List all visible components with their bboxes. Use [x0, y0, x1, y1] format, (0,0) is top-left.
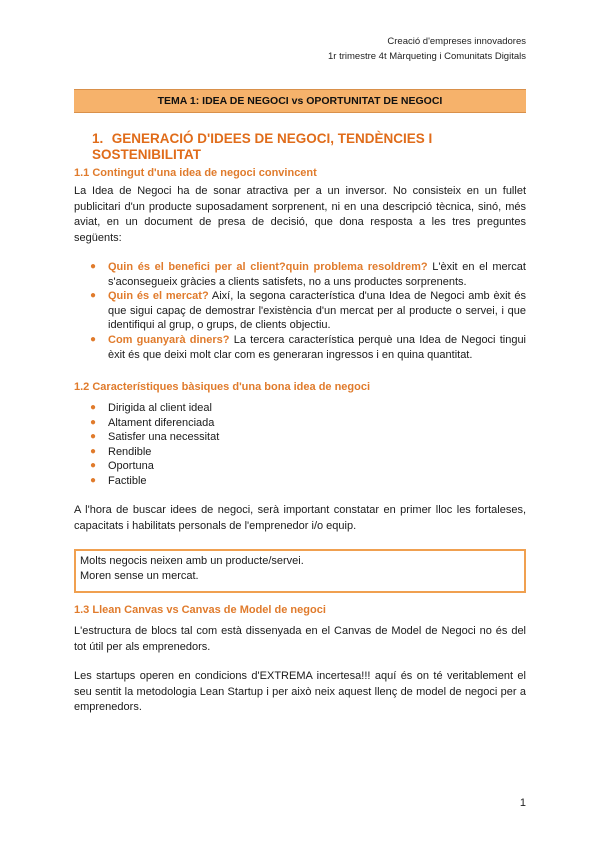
bullet-dot-icon: ●: [90, 333, 97, 345]
page-header: [328, 34, 526, 64]
characteristics-list: [90, 401, 526, 489]
subsection-1-2-title: 1.2 Característiques bàsiques d'una bona idea de negoci: [74, 381, 371, 393]
answer-text: Així, la segona característica d'una Idea de Negoci amb èxit és que sigui capaç de demostrar l'existència d'un mercat per al producte o servei, i que identifiqui al grup, o grups, de clients objectiu.: [108, 290, 526, 332]
bullet-dot-icon: ●: [90, 431, 97, 443]
list-item: [90, 430, 526, 445]
bullet-dot-icon: ●: [90, 261, 97, 272]
section-1-title: GENERACIÓ D'IDEES DE NEGOCI, TENDÈNCIES I SOSTENIBILITAT: [92, 131, 433, 162]
page-number: 1: [519, 797, 526, 809]
answer-text: La tercera característica perquè una Idea de Negoci tingui èxit és que deixi molt clar com es generaran ingressos i en quina quantitat.: [108, 333, 527, 361]
list-item: [90, 333, 526, 362]
characteristic-text: Oportuna: [108, 460, 154, 473]
subsection-1-3-title: 1.3 Llean Canvas vs Canvas de Model de negoci: [74, 604, 326, 616]
subsection-1-2-paragraph: A l'hora de buscar idees de negoci, serà important constatar en primer lloc les fortaleses, capacitats i habilitats personals de l'emprenedor i/o equip.: [74, 504, 526, 532]
list-item: [90, 416, 526, 431]
header-course: Creació d'empreses innovadores: [387, 36, 526, 47]
subsection-1-3-paragraph-2: Les startups operen en condicions d'EXTREMA incertesa!!! aquí és on té veritablement el seu sentit la metodologia Lean Startup i per això neix aquest llenç de model de negoci per a emprenedors.: [74, 670, 526, 713]
highlight-line-2: Moren sense un mercat.: [80, 570, 199, 582]
question-text: Quin és el benefici per al client?quin problema resoldrem?: [108, 261, 428, 273]
header-term: 1r trimestre 4t Màrqueting i Comunitats Digitals: [328, 51, 526, 62]
subsection-1-1-title: 1.1 Contingut d'una idea de negoci convincent: [74, 167, 317, 179]
highlight-line-1: Molts negocis neixen amb un producte/servei.: [80, 555, 304, 567]
bullet-dot-icon: ●: [90, 416, 97, 428]
characteristic-text: Dirigida al client ideal: [108, 402, 212, 414]
section-1-number: 1.: [92, 131, 104, 146]
list-item: [90, 401, 526, 416]
key-questions-list: [90, 260, 526, 362]
highlight-box: [74, 549, 526, 593]
section-1-heading: [92, 131, 532, 163]
bullet-dot-icon: ●: [90, 474, 97, 486]
list-item: [90, 289, 526, 333]
bullet-dot-icon: ●: [90, 290, 97, 302]
subsection-1-1-intro: La Idea de Negoci ha de sonar atractiva per a un inversor. No consisteix en un fullet publicitari d'un producte suposadament sorprenent, ni en una descripció tècnica, sinó, més aviat, en un document de presa de decisió, que dona resposta a les tres preguntes següents:: [74, 185, 526, 244]
characteristic-text: Satisfer una necessitat: [108, 431, 220, 444]
topic-title-bar: TEMA 1: IDEA DE NEGOCI vs OPORTUNITAT DE NEGOCI: [74, 89, 526, 113]
characteristic-text: Factible: [108, 474, 147, 487]
list-item: [90, 474, 526, 489]
subsection-1-3-paragraph-1: L'estructura de blocs tal com està dissenyada en el Canvas de Model de Negoci no és del tot útil per als emprenedors.: [74, 625, 526, 653]
characteristic-text: Rendible: [108, 445, 152, 458]
question-text: Com guanyarà diners?: [108, 333, 230, 346]
answer-text: L'èxit en el mercat s'aconsegueix gràcies a clients satisfets, no a uns productes sorprenents.: [108, 261, 526, 288]
bullet-dot-icon: ●: [90, 402, 97, 413]
list-item: [90, 260, 526, 289]
list-item: [90, 459, 526, 474]
characteristic-text: Altament diferenciada: [108, 416, 215, 429]
bullet-dot-icon: ●: [90, 445, 97, 457]
list-item: [90, 445, 526, 460]
bullet-dot-icon: ●: [90, 460, 97, 472]
question-text: Quin és el mercat?: [108, 290, 209, 303]
